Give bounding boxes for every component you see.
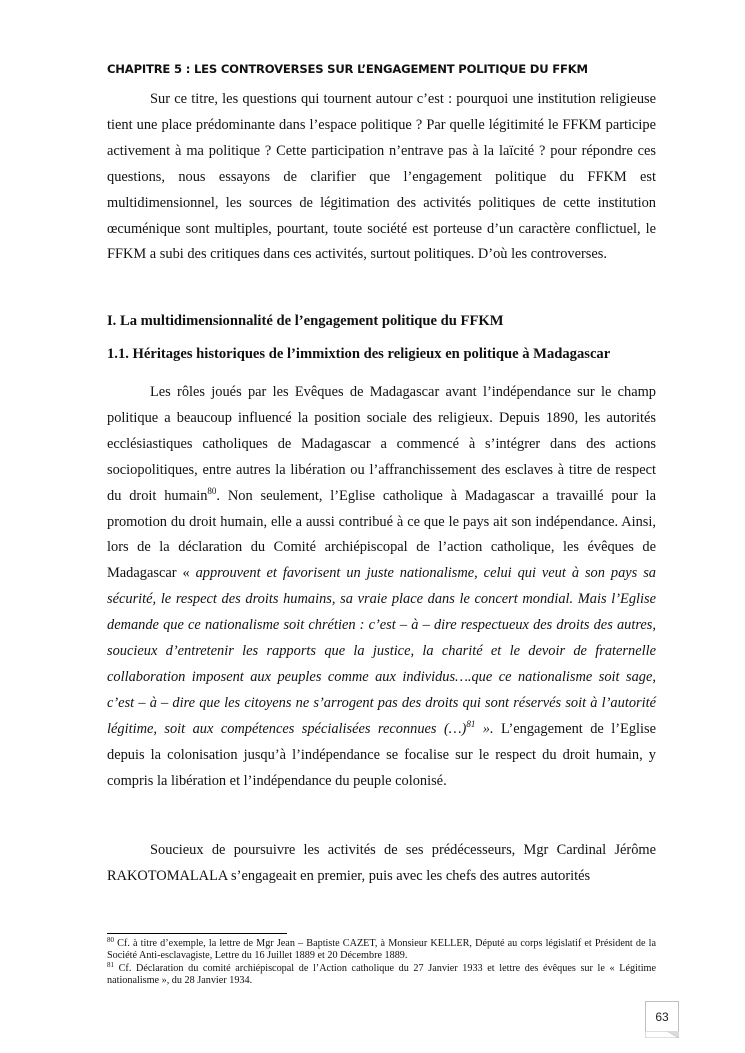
- footnote-reference[interactable]: 81: [466, 718, 476, 729]
- quotation: approuvent et favorisent un juste nationalisme, celui qui veut à son pays sa sécurité, le respect des droits humains, sa vraie place dans le concert mondial. Mais l’Eglise demande que ce nationalisme soit chrétien : c’est – à – dire respectueux des droits des autres, soucieux d’entretenir les rapports que la justice, la charité et le devoir de fraternelle collaboration imposent aux peuples comme aux individus….que ce nationalisme soit sage, c’est – à – dire que les citoyens ne s’arrogent pas des droits qui sont réservés soit à l’autorité légitime, soit aux compétences spécialisées reconnues (…): [107, 565, 656, 737]
- footnote: [107, 938, 656, 963]
- subsection-heading: 1.1. Héritages historiques de l’immixtion des religieux en politique à Madagascar: [107, 346, 611, 362]
- page-number: 63: [655, 1010, 669, 1024]
- body-paragraph: [107, 380, 656, 795]
- paragraph-text: . Non seulement, l’Eglise catholique à Madagascar a travaillé pour la promotion du droit humain, elle a aussi contribué à ce que le pays ait son indépendance. Ainsi, lors de la déclaration du Comité archiépiscopal de l’action catholique, les évêques de Madagascar: [107, 487, 656, 582]
- intro-paragraph: [107, 87, 656, 268]
- footnotes: [107, 938, 656, 987]
- section-heading: I. La multidimensionnalité de l’engagement politique du FFKM: [107, 313, 504, 329]
- footnote: [107, 960, 656, 988]
- paragraph-text: L’engagement de l’Eglise depuis la colonisation jusqu’à l’indépendance se focalise sur le respect du droit humain, y compris la libération et l’indépendance du peuple colonisé.: [107, 720, 656, 789]
- paragraph-text: Les rôles joués par les Evêques de Madagascar avant l’indépendance sur le champ politique a beaucoup influencé la position sociale des religieux. Depuis 1890, les autorités ecclésiastiques catholiques de Madagascar a commencé à s’intégrer dans des actions sociopolitiques, entre autres la libération ou l’affranchissement des esclaves à titre de respect du droit humain: [107, 384, 656, 504]
- intro-paragraph-text: Sur ce titre, les questions qui tournent autour c’est : pourquoi une institution religieuse tient une place prédominante dans l’espace politique ? Par quelle légitimité le FFKM participe activement à ma politique ? Cette participation n’entrave pas à la laïcité ? pour répondre ces questions, nous essayons de clarifier que l’engagement politique du FFKM est multidimensionnel, les sources de légitimation des activités politiques de cette institution œcuménique sont multiples, pourtant, toute société est porteuse d’un caractère conflictuel, le FFKM a subi des critiques dans ces activités, surtout politiques. D’où les controverses.: [107, 91, 656, 263]
- footnote-separator: [107, 933, 287, 934]
- footnote-text: Cf. Déclaration du comité archiépiscopal de l’Action catholique du 27 Janvier 1933 et lettre des évêques sur le « Légitime nationalisme », du 28 Janvier 1934.: [107, 962, 656, 986]
- page-curl-icon: [645, 1031, 679, 1038]
- chapter-title: CHAPITRE 5 : LES CONTROVERSES SUR L’ENGAGEMENT POLITIQUE DU FFKM: [107, 62, 588, 76]
- quote-mark: ».: [475, 720, 494, 737]
- footnote-reference[interactable]: 80: [207, 485, 217, 496]
- paragraph-text: Soucieux de poursuivre les activités de ses prédécesseurs, Mgr Cardinal Jérôme RAKOTOMALALA s’engageait en premier, puis avec les chefs des autres autorités: [107, 842, 656, 884]
- footnote-number: 80: [107, 936, 114, 944]
- body-paragraph: [107, 838, 656, 890]
- page-number-box: [645, 1001, 679, 1032]
- footnote-number: 81: [107, 960, 114, 969]
- footnote-text: Cf. à titre d’exemple, la lettre de Mgr Jean – Baptiste CAZET, à Monsieur KELLER, Député au corps législatif et Président de la Société Anti-esclavagiste, Lettre du 16 Juillet 1889 et 20 Décembre 1889.: [107, 938, 656, 962]
- quote-mark: «: [182, 565, 196, 582]
